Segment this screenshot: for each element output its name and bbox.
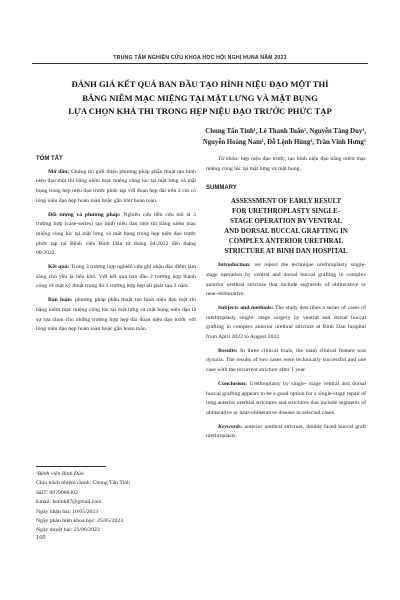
author-line: Nguyễn Hoàng Nam¹, Đỗ Lệnh Hùng¹, Trần Vĩnh Hưng¹	[202, 139, 366, 146]
footnote-phone: SĐT: 0979060302	[36, 489, 78, 496]
footnote-rule	[36, 466, 106, 467]
page-number: 160	[36, 534, 46, 541]
author-line: Chung Tấn Tính¹, Lê Thanh Tuấn¹, Nguyễn Tăng Duy¹,	[205, 128, 366, 135]
intro-label: Introduction:	[218, 262, 251, 269]
discussion-text: phương pháp phẫu thuật tạo hình niệu đạo một thì bằng niêm mạc miệng cùng lúc tại mặt lưng và mặt bụng niệu đạo là sự lựa chọn cho những trường hợp hẹp dài đoạn niệu đạo trước với lòng niệu đạo hẹp hoàn toàn hoặc gần hoàn toàn.	[36, 297, 196, 333]
summary-conclusion	[206, 380, 366, 419]
english-title-line: AND DORSAL BUCCAL GRAFTING IN	[224, 228, 348, 236]
running-header: TRUNG TÂM NGHIÊN CỨU KHOA HỌC HỘI NGHỊ HUNA NĂM 2023	[113, 55, 287, 61]
english-title	[206, 197, 366, 257]
results-text: Trong 3 trường hợp nghiên cứu ghi nhận đặc điểm lâm sàng chủ yếu là tiểu khó. Với kết quả ban đầu 2 trường hợp thành công về mặt kỹ thuật trong đó 1 trường hợp hẹp tái phát sau 1 năm.	[36, 264, 197, 290]
conclusion-label: Conclusion:	[218, 380, 248, 387]
keywords-vi-text: hẹp niệu đạo trước, tạo hình niệu đạo bằng niêm mạc miệng cùng lúc tại mặt lưng và mặt bụng.	[206, 156, 366, 172]
methods-text: Nghiên cứu tiền cứu mô tả 3 trường hợp (case-series) tạo hình niệu đạo một thì bằng niêm mạc miệng cùng lúc tại mặt lưng và mặt bụng trong hẹp niệu đạo trước phức tạp tại Bệnh viện Bình Dân từ tháng 04/2022 đến tháng 08/2022.	[36, 211, 197, 257]
footnote-received: Ngày nhận bài: 10/05/2023	[36, 508, 99, 515]
abstract-methods	[36, 211, 196, 260]
keywords-en-label: Keywords:	[218, 423, 243, 430]
subjects-text: The study describes a series of cases of urethroplasty single- stage surgery by ventral and dorsal buccal grafting in complex anterior urethral stricture at Binh Dan hospital from April 2022 to August 2022.	[206, 304, 366, 341]
footnote-responsible: Chịu trách nhiệm chính: Chung Tấn Tính	[36, 480, 130, 487]
discussion-label: Bàn luận:	[48, 297, 73, 304]
summary-subjects	[206, 304, 366, 343]
methods-label: Đối tượng và phương pháp:	[48, 211, 121, 218]
summary-introduction	[206, 261, 366, 300]
keywords-vi-label: Từ khóa:	[218, 156, 240, 162]
en-results-label: Results:	[218, 347, 238, 354]
footnote-affiliation: ¹Bệnh viện Bình Dân	[36, 471, 84, 477]
header-rule	[32, 63, 368, 64]
goal-text: Chúng tôi giới thiệu phương pháp phẫu thuật tạo hình niệu đạo một thì bằng niêm mạc miệng cùng lúc tại mặt lưng và mặt bụng trong hẹp niệu đạo trước phức tạp với đoạn hẹp dài trên 2 cm có lòng niệu đạo hẹp hoàn toàn hoặc gần như hoàn toàn.	[36, 168, 196, 204]
abstract-results	[36, 263, 196, 292]
summary-heading: SUMMARY	[206, 185, 237, 192]
footnote-accepted: Ngày duyệt bài: 21/06/2023	[36, 527, 100, 534]
en-results-text: In three clinical trials, the main clinical feature was dysuria. The results of two cases were technically successful and one case with the recurrent stricture after 1 year.	[206, 347, 367, 374]
footnotes	[36, 470, 196, 536]
paper-title	[40, 78, 360, 119]
summary-results	[206, 347, 366, 376]
footnote-email: Email: bstinh87@gmail.com	[36, 499, 102, 506]
subjects-label: Subjects and methods:	[218, 304, 274, 311]
title-line: LỰA CHỌN KHÁ THI TRONG HẸP NIỆU ĐẠO TRƯỚC PHỨC TẠP	[68, 106, 332, 116]
goal-label: Mở đầu:	[48, 168, 70, 175]
english-title-line: STRICTURE AT BINH DAN HOSPITAL	[224, 248, 348, 256]
summary-english	[206, 155, 366, 446]
title-line: BẰNG NIÊM MẠC MIỆNG TẠI MẶT LƯNG VÀ MẶT BỤNG	[82, 92, 318, 103]
abstract-heading: TÓM TẮT	[36, 156, 63, 162]
english-title-line: ASSESSMENT OF EARLY RESULT	[230, 198, 342, 206]
keywords-en-text: anterior urethral stricture, double faced buccal graft urethroplasty.	[206, 423, 366, 440]
results-label: Kết quả:	[48, 264, 70, 271]
keywords-english	[206, 423, 366, 442]
english-title-line: STAGE OPERATION BY VENTRAL	[229, 218, 343, 226]
conclusion-text: Urethroplasty by single- stage ventral and dorsal buccal grafting appears to be a good option for a single-stage repair of long anterior urethral strictures and strictures that include segments of obliterative or near-obliterative disease in selected cases.	[206, 380, 367, 416]
abstract-goal	[36, 168, 196, 207]
intro-text: we report the technique urethroplasty single- stage operation by ventral and dorsal buccal grafting in complex anterior urethral stricture that include segments of obliterative or near-obliterative.	[206, 262, 367, 298]
abstract-vietnamese	[36, 155, 196, 339]
title-line: ĐÁNH GIÁ KẾT QUẢ BAN ĐẦU TẠO HÌNH NIỆU ĐẠO MỘT THÌ	[71, 79, 329, 89]
english-title-line: FOR URETHROPLASTY SINGLE-	[231, 208, 341, 216]
abstract-discussion	[36, 296, 196, 335]
footnote-reviewed: Ngày phản biện khoa học: 25/05/2023	[36, 518, 124, 525]
author-list	[150, 126, 366, 148]
keywords-vietnamese	[206, 155, 366, 174]
english-title-line: COMPLEX ANTERIOR URETHRAL	[228, 238, 344, 246]
